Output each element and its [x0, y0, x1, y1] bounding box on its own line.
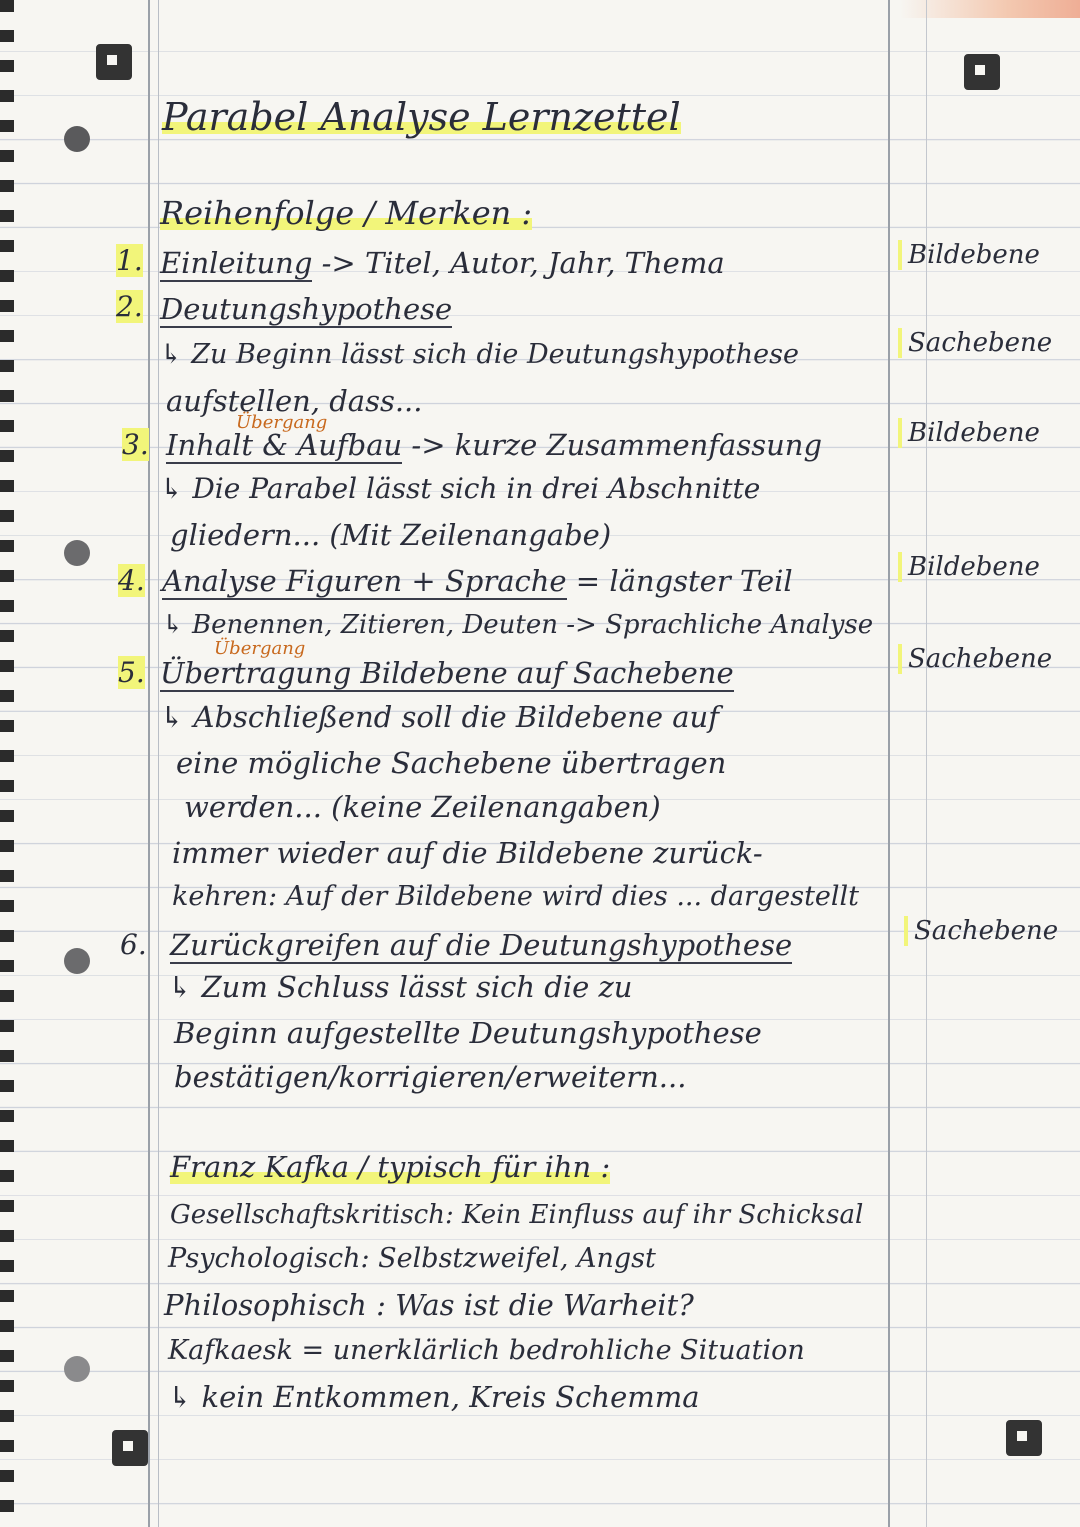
- step-number: 4.: [118, 564, 145, 597]
- side-label: Bildebene: [898, 418, 1040, 448]
- kafka-line: Kafkaesk = unerklärlich bedrohliche Situation: [168, 1335, 805, 1366]
- side-label: Sachebene: [898, 644, 1052, 674]
- punch-hole: [64, 540, 90, 566]
- step-title: Deutungshypothese: [160, 292, 453, 326]
- step-text-line: ↳ Abschließend soll die Bildebene auf: [160, 700, 719, 734]
- step-text-line: bestätigen/korrigieren/erweitern...: [174, 1060, 687, 1094]
- step-detail: = längster Teil: [575, 564, 793, 598]
- step-title: Analyse Figuren + Sprache: [162, 564, 567, 598]
- step-detail: -> Titel, Autor, Jahr, Thema: [321, 246, 725, 280]
- side-label: Sachebene: [898, 328, 1052, 358]
- step-text-line: Beginn aufgestellte Deutungshypothese: [174, 1016, 762, 1050]
- step-text-line: eine mögliche Sachebene übertragen: [176, 746, 727, 780]
- step-4-line: [162, 564, 793, 598]
- step-title: Inhalt & Aufbau: [166, 428, 403, 462]
- step-1-line: [160, 246, 725, 280]
- kafka-heading: Franz Kafka / typisch für ihn :: [170, 1150, 611, 1184]
- punch-hole: [64, 126, 90, 152]
- step-text-line: gliedern... (Mit Zeilenangabe): [170, 518, 612, 552]
- step-title: Übertragung Bildebene auf Sachebene: [160, 656, 734, 690]
- side-label: Sachebene: [904, 916, 1058, 946]
- step-number: 5.: [118, 656, 145, 689]
- corner-marker-icon: [964, 54, 1000, 90]
- step-text-line: ↳ Die Parabel lässt sich in drei Abschnitte: [160, 472, 761, 505]
- punch-hole: [64, 948, 90, 974]
- page-edge-tint: [900, 0, 1080, 18]
- kafka-line: Philosophisch : Was ist die Warheit?: [164, 1288, 694, 1322]
- transition-label: Übergang: [214, 638, 306, 659]
- left-margin-line: [148, 0, 150, 1527]
- right-margin-line-2: [926, 0, 927, 1527]
- kafka-line: Gesellschaftskritisch: Kein Einfluss auf ihr Schicksal: [170, 1200, 864, 1230]
- step-number: 6.: [120, 928, 147, 961]
- corner-marker-icon: [1006, 1420, 1042, 1456]
- step-number: 1.: [116, 244, 143, 277]
- side-label: Bildebene: [898, 240, 1040, 270]
- corner-marker-icon: [112, 1430, 148, 1466]
- corner-marker-icon: [96, 44, 132, 80]
- step-title: Zurückgreifen auf die Deutungshypothese: [170, 928, 793, 962]
- step-text-line: immer wieder auf die Bildebene zurück-: [172, 836, 763, 870]
- spiral-binding: [0, 0, 14, 1527]
- page-title: Parabel Analyse Lernzettel: [162, 95, 681, 139]
- step-title: Einleitung: [160, 246, 313, 280]
- step-text-line: werden... (keine Zeilenangaben): [184, 790, 661, 824]
- kafka-line: ↳ kein Entkommen, Kreis Schemma: [168, 1380, 700, 1414]
- step-3-line: [166, 428, 822, 462]
- step-text-line: ↳ Zu Beginn lässt sich die Deutungshypothese: [160, 339, 799, 370]
- kafka-line: Psychologisch: Selbstzweifel, Angst: [168, 1243, 656, 1274]
- section-heading: Reihenfolge / Merken :: [160, 194, 533, 232]
- step-text-line: aufstellen, dass...: [166, 384, 423, 418]
- step-text-line: kehren: Auf der Bildebene wird dies ... dargestellt: [172, 881, 860, 912]
- side-label: Bildebene: [898, 552, 1040, 582]
- punch-hole: [64, 1356, 90, 1382]
- step-number: 2.: [116, 290, 143, 323]
- left-margin-line-2: [158, 0, 159, 1527]
- step-number: 3.: [122, 428, 149, 461]
- step-text-line: ↳ Zum Schluss lässt sich die zu: [168, 970, 633, 1004]
- step-detail: -> kurze Zusammenfassung: [411, 428, 823, 462]
- right-margin-line: [888, 0, 890, 1527]
- transition-label: Übergang: [236, 412, 328, 433]
- step-text-line: ↳ Benennen, Zitieren, Deuten -> Sprachliche Analyse: [162, 610, 874, 640]
